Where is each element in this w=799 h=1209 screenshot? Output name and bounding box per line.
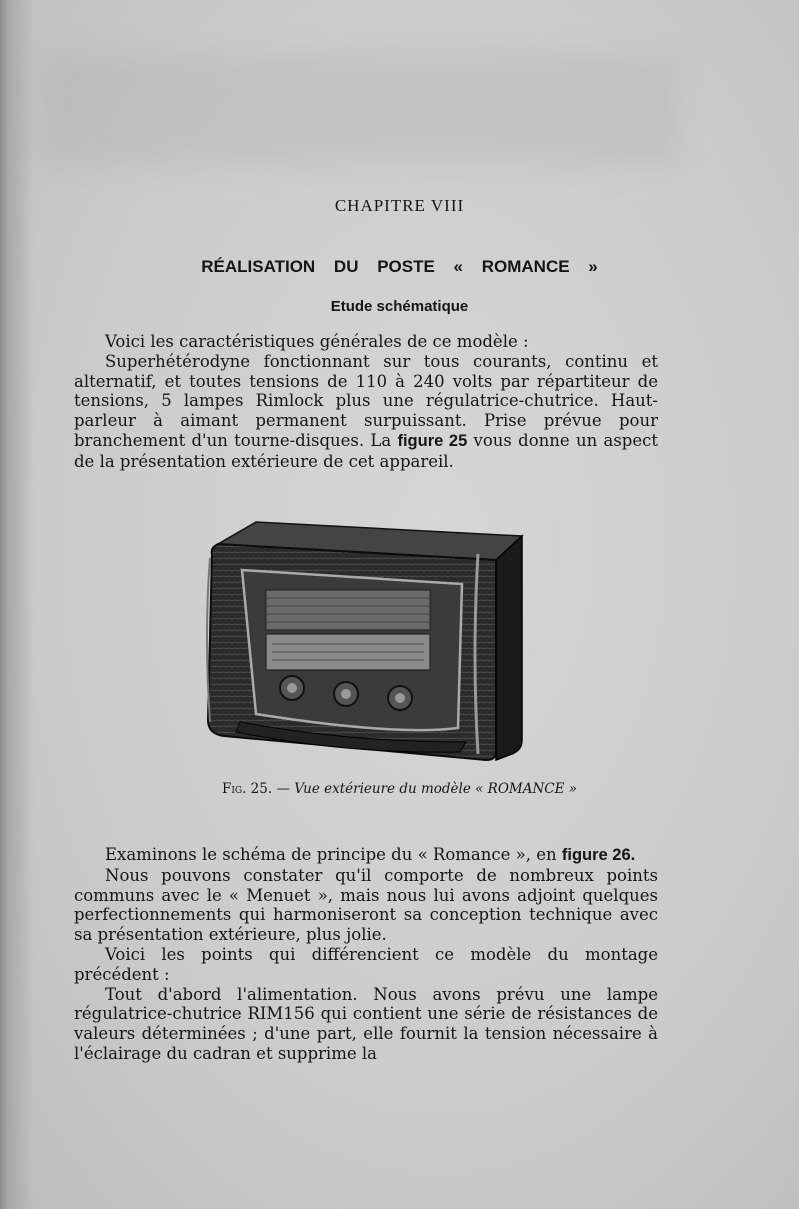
figure-25-reference: figure 25 xyxy=(397,431,468,450)
paragraph-intro: Voici les caractéristiques générales de ce modèle : xyxy=(105,332,529,351)
body-text-top xyxy=(74,332,658,472)
figure-label: Fig. 25. xyxy=(221,781,273,797)
paragraph-comparison: Nous pouvons constater qu'il comporte de nombreux points communs avec le « Menuet », mais nous lui avons adjoint quelques perfectionnements qui harmoniseront sa conception technique avec sa présentation extérieure, plus jolie. xyxy=(74,865,658,945)
paragraph-power-supply: Tout d'abord l'alimentation. Nous avons prévu une lampe régulatrice-chutrice RIM156 qui contient une série de résistances de valeurs déterminées ; d'une part, elle fournit la tension nécessaire à l'éclairage du cadran et supprime la xyxy=(74,984,658,1063)
paragraph-differences: Voici les points qui différencient ce modèle du montage précédent : xyxy=(74,944,658,984)
radio-illustration xyxy=(196,514,530,768)
figure-caption-text: Vue extérieure du modèle « ROMANCE » xyxy=(294,781,578,797)
section-title: RÉALISATION DU POSTE « ROMANCE » xyxy=(201,257,598,276)
body-text-bottom xyxy=(74,845,658,1064)
paragraph-schema: Examinons le schéma de principe du « Romance », en figure 26. xyxy=(105,845,636,864)
paragraph-specs: Superhétérodyne fonctionnant sur tous courants, continu et alternatif, et toutes tensions de 110 à 240 volts par répartiteur de tensions, 5 lampes Rimlock plus une régulatrice-chutrice. Haut-parleur à aimant permanent surpuissant. Prise prévue pour branchement d'un tourne-disques. La figure 25 vous donne un aspect de la présentation extérieure de cet appareil. xyxy=(74,351,658,471)
page-edge-shadow xyxy=(0,0,34,1209)
bleed-through-shadow xyxy=(40,55,680,165)
section-subtitle: Etude schématique xyxy=(330,298,469,315)
chapter-heading: CHAPITRE VIII xyxy=(334,196,465,215)
figure-26-reference: figure 26. xyxy=(561,846,636,864)
figure-caption: Fig. 25. — Vue extérieure du modèle « ROMANCE » xyxy=(221,781,578,797)
